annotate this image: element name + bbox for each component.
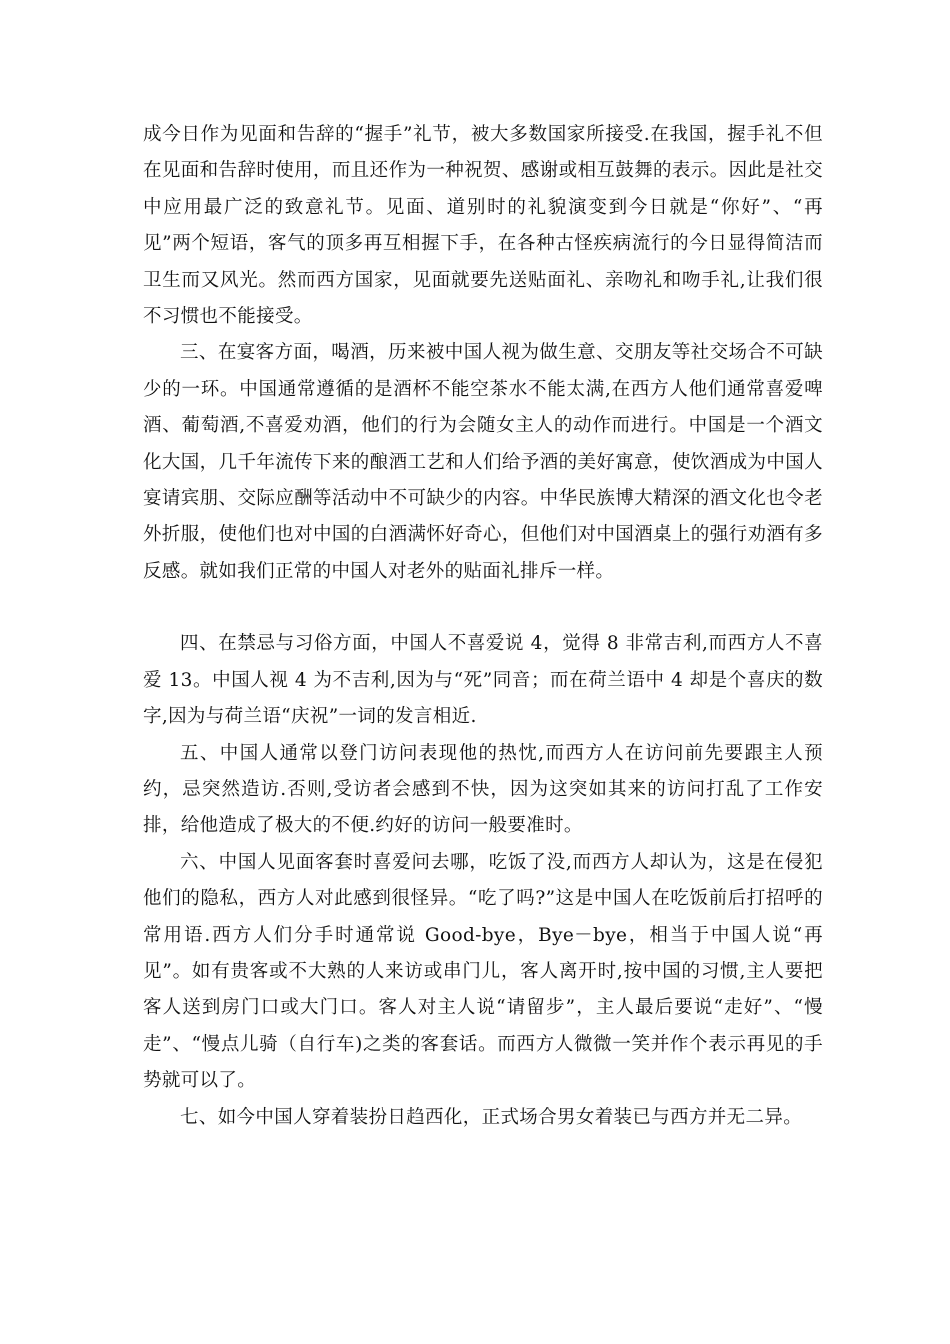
paragraph-visiting: 五、中国人通常以登门访问表现他的热忱,而西方人在访问前先要跟主人预约，忌突然造访.否则,受访者会感到不快，因为这突如其来的访问打乱了工作安排，给他造成了极大的不便.约好的访问一般要准时。 [143, 742, 823, 837]
document-body [143, 117, 823, 1136]
paragraph-greetings: 六、中国人见面客套时喜爱问去哪，吃饭了没,而西方人却认为，这是在侵犯他们的隐私，西方人对此感到很怪异。“吃了吗?”这是中国人在吃饭前后打招呼的常用语.西方人们分手时通常说 Good-bye，Bye－bye，相当于中国人说“再见”。如有贵客或不大熟的人来访或串门儿，客人离开时,按中国的习惯,主人要把客人送到房门口或大门口。客人对主人说“请留步”，主人最后要说“走好”、“慢走”、“慢点儿骑（自行车)之类的客套话。而西方人微微一笑并作个表示再见的手势就可以了。 [143, 851, 823, 1092]
paragraph-dress: 七、如今中国人穿着装扮日趋西化，正式场合男女着装已与西方并无二异。 [180, 1106, 803, 1128]
paragraph-handshake-etiquette: 成今日作为见面和告辞的“握手”礼节，被大多数国家所接受.在我国，握手礼不但在见面和告辞时使用，而且还作为一种祝贺、感谢或相互鼓舞的表示。因此是社交中应用最广泛的致意礼节。见面、道别时的礼貌演变到今日就是“你好”、“再见”两个短语，客气的顶多再互相握下手，在各种古怪疾病流行的今日显得简洁而卫生而又风光。然而西方国家，见面就要先送贴面礼、亲吻礼和吻手礼,让我们很不习惯也不能接受。 [143, 124, 823, 328]
paragraph-taboos-customs: 四、在禁忌与习俗方面，中国人不喜爱说 4，觉得 8 非常吉利,而西方人不喜爱 13。中国人视 4 为不吉利,因为与“死”同音；而在荷兰语中 4 却是个喜庆的数字,因为与荷兰语“庆祝”一词的发言相近. [143, 633, 823, 728]
paragraph-banquet-drinking: 三、在宴客方面，喝酒，历来被中国人视为做生意、交朋友等社交场合不可缺少的一环。中国通常遵循的是酒杯不能空茶水不能太满,在西方人他们通常喜爱啤酒、葡萄酒,不喜爱劝酒，他们的行为会随女主人的动作而进行。中国是一个酒文化大国，几千年流传下来的酿酒工艺和人们给予酒的美好寓意，使饮酒成为中国人宴请宾朋、交际应酬等活动中不可缺少的内容。中华民族博大精深的酒文化也令老外折服，使他们也对中国的白酒满怀好奇心，但他们对中国酒桌上的强行劝酒有多反感。就如我们正常的中国人对老外的贴面礼排斥一样。 [143, 342, 823, 582]
